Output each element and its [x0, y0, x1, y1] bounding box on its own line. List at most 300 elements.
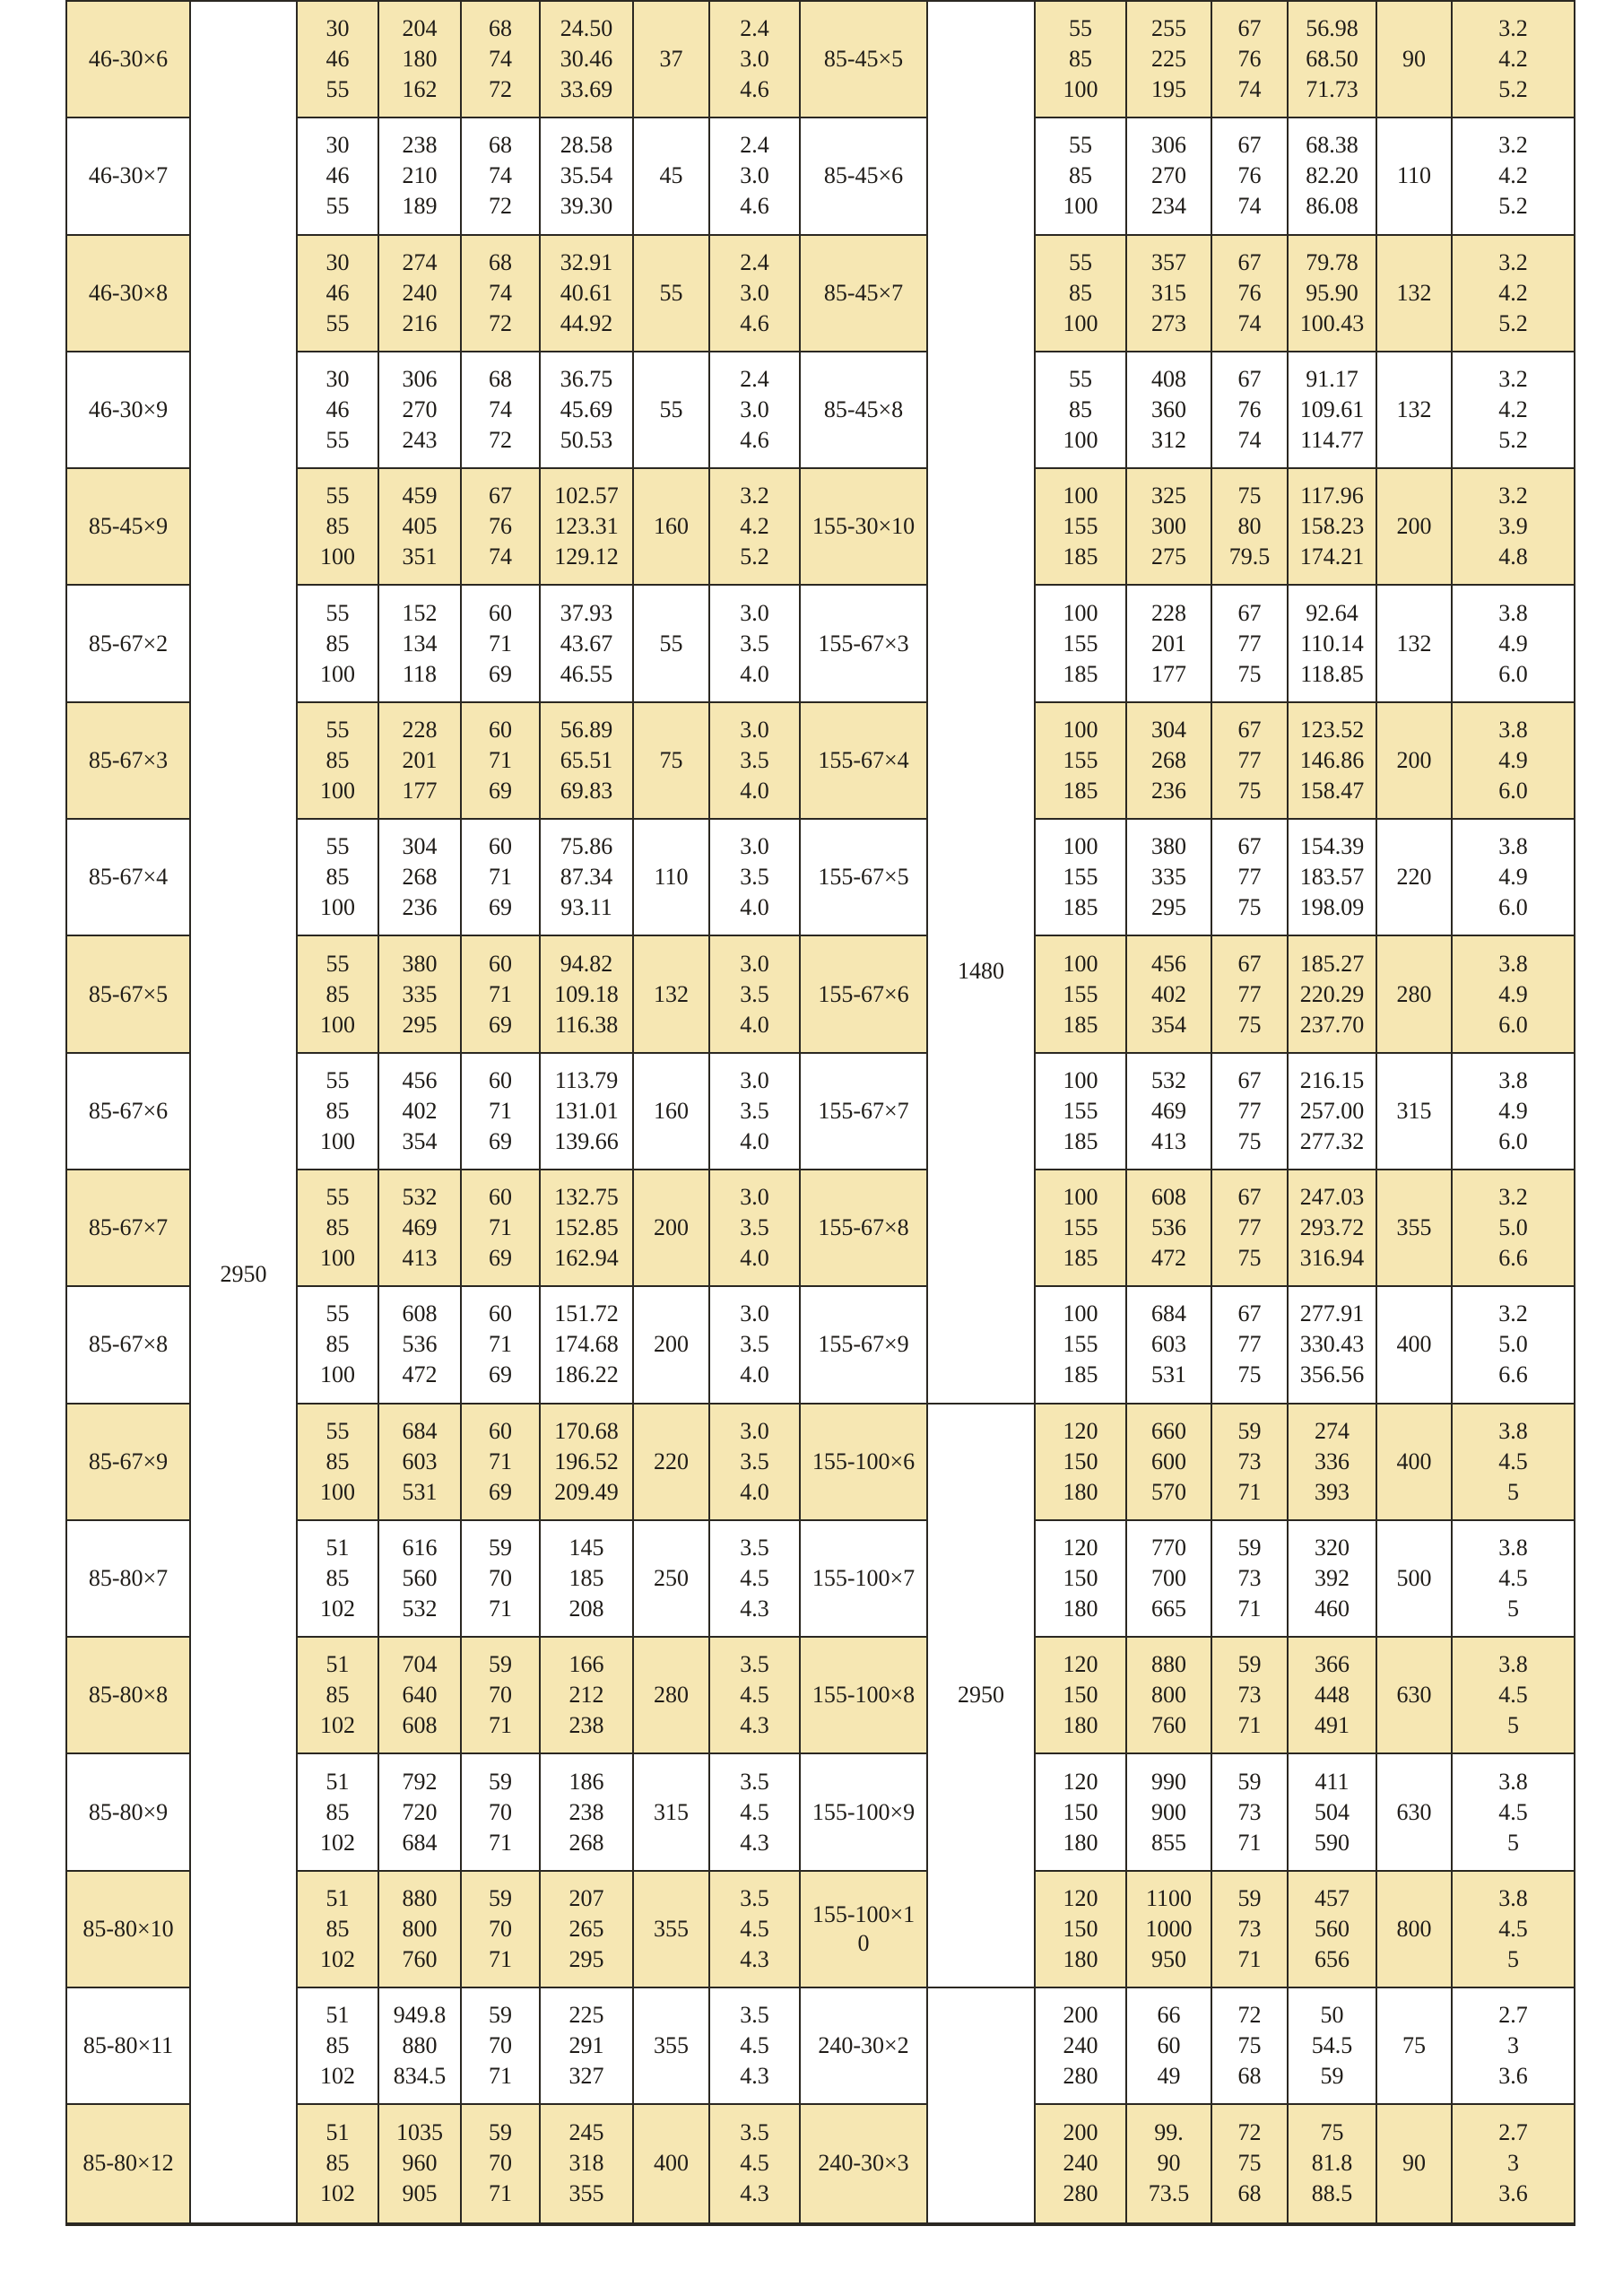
value-line: 210 — [402, 162, 438, 189]
efficiency-cell — [462, 469, 541, 586]
motor-power-cell — [1377, 1170, 1453, 1287]
value-line: 70 — [489, 2032, 512, 2059]
value-line: 150 — [1063, 1565, 1098, 1591]
value-line: 85 — [325, 864, 350, 891]
value-line: 4.3 — [740, 1945, 769, 1972]
value-line: 200 — [654, 1331, 689, 1358]
value-line: 280 — [1396, 980, 1432, 1007]
value-line: 102 — [320, 1945, 355, 1972]
head-cell — [379, 2, 462, 118]
value-line: 155 — [1063, 1331, 1098, 1358]
value-line: 4.6 — [740, 193, 769, 220]
head-cell — [379, 118, 462, 235]
power-cell — [1289, 1521, 1377, 1638]
value-line: 185 — [1063, 1245, 1098, 1272]
value-line: 6.0 — [1498, 894, 1528, 921]
value-line: 351 — [402, 544, 438, 570]
value-line: 71 — [489, 864, 512, 891]
value-line: 704 — [402, 1651, 438, 1678]
npsh-cell — [1453, 703, 1574, 820]
value-line: 392 — [1315, 1565, 1350, 1591]
power-cell — [1289, 820, 1377, 936]
value-line: 74 — [1237, 427, 1262, 454]
value-line: 185 — [1063, 1127, 1098, 1154]
value-line: 36.75 — [560, 366, 613, 393]
value-line: 59 — [489, 1651, 512, 1678]
power-cell — [1289, 1988, 1377, 2105]
value-line: 155 — [1063, 746, 1098, 773]
flow-cell — [298, 936, 379, 1053]
value-line: 100 — [1063, 483, 1098, 509]
value-line: 55 — [1069, 15, 1092, 42]
value-line: 280 — [1063, 2180, 1098, 2207]
value-line: 472 — [402, 1361, 438, 1388]
value-line: 3.5 — [740, 1214, 769, 1241]
model-cell — [801, 2, 928, 118]
value-line: 71 — [1237, 1596, 1262, 1622]
value-line: 228 — [402, 716, 438, 743]
value-line: 55 — [659, 396, 683, 423]
model-label: 85-80×9 — [88, 1798, 169, 1825]
value-line: 3.8 — [1498, 599, 1528, 626]
model-cell — [67, 1988, 191, 2105]
motor-power-cell — [634, 118, 710, 235]
value-line: 68.50 — [1306, 46, 1358, 73]
model-label: 155-100×7 — [812, 1565, 916, 1591]
value-line: 71 — [1237, 1478, 1262, 1505]
value-line: 603 — [402, 1448, 438, 1474]
value-line: 55 — [325, 309, 350, 336]
value-line: 139.66 — [554, 1127, 619, 1154]
value-line: 4.2 — [1498, 46, 1528, 73]
value-line: 3.5 — [740, 1331, 769, 1358]
motor-power-cell — [1377, 469, 1453, 586]
value-line: 170.68 — [554, 1417, 619, 1444]
value-line: 4.3 — [740, 1712, 769, 1739]
value-line: 102 — [320, 1596, 355, 1622]
value-line: 46 — [325, 46, 350, 73]
efficiency-cell — [462, 1287, 541, 1404]
value-line: 118.85 — [1300, 660, 1364, 687]
power-cell — [541, 118, 634, 235]
efficiency-cell — [462, 820, 541, 936]
motor-power-cell — [634, 1405, 710, 1521]
efficiency-cell — [1212, 2105, 1289, 2222]
value-line: 85 — [325, 630, 350, 657]
value-line: 70 — [489, 2150, 512, 2177]
efficiency-cell — [1212, 586, 1289, 702]
value-line: 3.2 — [1498, 1184, 1528, 1211]
value-line: 39.30 — [560, 193, 613, 220]
value-line: 81.8 — [1311, 2150, 1353, 2177]
power-cell — [541, 2105, 634, 2222]
value-line: 102 — [320, 2180, 355, 2207]
value-line: 3.2 — [740, 483, 769, 509]
speed-cell — [928, 2, 1036, 1405]
value-line: 90 — [1157, 2150, 1181, 2177]
value-line: 4.9 — [1498, 864, 1528, 891]
value-line: 75 — [1237, 777, 1262, 804]
value-line: 2.4 — [740, 366, 769, 393]
model-label: 85-80×10 — [82, 1915, 174, 1942]
value-line: 30 — [325, 15, 350, 42]
head-cell — [379, 586, 462, 702]
model-cell — [67, 2, 191, 118]
npsh-cell — [710, 1988, 801, 2105]
flow-cell — [1036, 1638, 1127, 1754]
value-line: 76 — [1237, 279, 1262, 306]
flow-cell — [1036, 1872, 1127, 1988]
model-cell — [67, 1521, 191, 1638]
value-line: 73 — [1237, 1682, 1262, 1709]
value-line: 196.52 — [554, 1448, 619, 1474]
value-line: 600 — [1151, 1448, 1186, 1474]
value-line: 400 — [1396, 1331, 1432, 1358]
value-line: 100 — [1063, 1184, 1098, 1211]
value-line: 60 — [489, 1066, 512, 1093]
value-line: 660 — [1151, 1417, 1186, 1444]
npsh-cell — [1453, 352, 1574, 469]
value-line: 183.57 — [1299, 864, 1365, 891]
value-line: 69.83 — [560, 777, 613, 804]
value-line: 72 — [1237, 2119, 1262, 2146]
value-line: 336 — [1315, 1448, 1350, 1474]
power-cell — [541, 1872, 634, 1988]
value-line: 76 — [1237, 46, 1262, 73]
value-line: 5 — [1507, 1596, 1519, 1622]
value-line: 4.0 — [740, 660, 769, 687]
value-line: 60 — [489, 716, 512, 743]
efficiency-cell — [1212, 469, 1289, 586]
npsh-cell — [710, 2105, 801, 2222]
value-line: 45.69 — [560, 396, 613, 423]
model-label: 155-100×8 — [812, 1682, 916, 1709]
value-line: 75 — [1237, 483, 1262, 509]
head-cell — [1127, 1405, 1212, 1521]
value-line: 67 — [1237, 1184, 1262, 1211]
head-cell — [1127, 2, 1212, 118]
value-line: 216.15 — [1299, 1066, 1365, 1093]
power-cell — [1289, 1754, 1377, 1871]
value-line: 3.5 — [740, 980, 769, 1007]
value-line: 85 — [325, 980, 350, 1007]
value-line: 60 — [489, 1184, 512, 1211]
efficiency-cell — [462, 2105, 541, 2222]
value-line: 4.5 — [1498, 1798, 1528, 1825]
value-line: 1035 — [396, 2119, 443, 2146]
value-line: 6.6 — [1498, 1361, 1528, 1388]
value-line: 1100 — [1145, 1884, 1193, 1911]
value-line: 77 — [1237, 864, 1262, 891]
model-label: 46-30×8 — [88, 279, 169, 306]
flow-cell — [1036, 2, 1127, 118]
efficiency-cell — [462, 1170, 541, 1287]
value-line: 4.0 — [740, 1011, 769, 1038]
value-line: 200 — [1063, 2119, 1098, 2146]
value-line: 180 — [1063, 1596, 1098, 1622]
model-label: 46-30×9 — [88, 396, 169, 423]
value-line: 204 — [402, 15, 438, 42]
model-cell — [801, 118, 928, 235]
value-line: 4.3 — [740, 2180, 769, 2207]
npsh-cell — [710, 1754, 801, 1871]
value-line: 73 — [1237, 1915, 1262, 1942]
value-line: 275 — [1151, 544, 1186, 570]
value-line: 55 — [325, 1300, 350, 1327]
value-line: 402 — [402, 1097, 438, 1124]
value-line: 630 — [1396, 1798, 1432, 1825]
value-line: 4.6 — [740, 76, 769, 103]
flow-cell — [1036, 236, 1127, 352]
value-line: 72 — [489, 193, 512, 220]
value-line: 265 — [568, 1915, 604, 1942]
npsh-cell — [710, 936, 801, 1053]
value-line: 74 — [489, 396, 512, 423]
value-line: 76 — [1237, 396, 1262, 423]
head-cell — [1127, 1754, 1212, 1871]
model-cell — [67, 820, 191, 936]
value-line: 413 — [402, 1245, 438, 1272]
value-line: 116.38 — [554, 1011, 619, 1038]
model-cell — [67, 1405, 191, 1521]
value-line: 117.96 — [1300, 483, 1364, 509]
value-line: 67 — [1237, 132, 1262, 159]
value-line: 71 — [489, 1712, 512, 1739]
value-line: 3.0 — [740, 833, 769, 860]
value-line: 280 — [654, 1682, 689, 1709]
value-line: 155 — [1063, 630, 1098, 657]
value-line: 208 — [568, 1596, 604, 1622]
value-line: 60 — [489, 1417, 512, 1444]
power-cell — [1289, 1287, 1377, 1404]
power-cell — [1289, 936, 1377, 1053]
value-line: 209.49 — [554, 1478, 619, 1505]
value-line: 46.55 — [560, 660, 613, 687]
motor-power-cell — [634, 586, 710, 702]
value-line: 59 — [489, 1768, 512, 1795]
value-line: 5.0 — [1498, 1214, 1528, 1241]
value-line: 4.5 — [1498, 1682, 1528, 1709]
value-line: 71 — [489, 980, 512, 1007]
power-cell — [541, 236, 634, 352]
value-line: 656 — [1315, 1945, 1350, 1972]
value-line: 59 — [489, 1535, 512, 1561]
value-line: 69 — [489, 1245, 512, 1272]
value-line: 207 — [568, 1884, 604, 1911]
value-line: 56.98 — [1306, 15, 1358, 42]
motor-power-cell — [1377, 703, 1453, 820]
model-cell — [801, 703, 928, 820]
motor-power-cell — [1377, 1638, 1453, 1754]
value-line: 77 — [1237, 746, 1262, 773]
flow-cell — [298, 2105, 379, 2222]
value-line: 67 — [1237, 716, 1262, 743]
flow-cell — [298, 1754, 379, 1871]
value-line: 236 — [1151, 777, 1186, 804]
motor-power-cell — [1377, 586, 1453, 702]
value-line: 354 — [1151, 1011, 1186, 1038]
npsh-cell — [1453, 1287, 1574, 1404]
value-line: 85 — [1069, 162, 1092, 189]
head-cell — [379, 820, 462, 936]
npsh-cell — [710, 703, 801, 820]
value-line: 3.5 — [740, 1535, 769, 1561]
value-line: 268 — [568, 1829, 604, 1856]
value-line: 174.21 — [1299, 544, 1365, 570]
value-line: 45 — [659, 162, 683, 189]
head-cell — [1127, 1170, 1212, 1287]
value-line: 472 — [1151, 1245, 1186, 1272]
value-line: 131.01 — [554, 1097, 619, 1124]
motor-power-cell — [634, 1988, 710, 2105]
value-line: 85 — [325, 1915, 350, 1942]
value-line: 448 — [1315, 1682, 1350, 1709]
value-line: 72 — [489, 309, 512, 336]
value-line: 100 — [1063, 76, 1098, 103]
value-line: 3.0 — [740, 1300, 769, 1327]
motor-power-cell — [1377, 1754, 1453, 1871]
motor-power-cell — [1377, 1054, 1453, 1170]
value-line: 185.27 — [1299, 950, 1365, 977]
value-line: 3.0 — [740, 1184, 769, 1211]
power-cell — [1289, 586, 1377, 702]
efficiency-cell — [462, 1754, 541, 1871]
value-line: 75 — [1320, 2119, 1344, 2146]
power-cell — [541, 586, 634, 702]
npsh-cell — [710, 1638, 801, 1754]
flow-cell — [298, 1170, 379, 1287]
npsh-cell — [710, 118, 801, 235]
value-line: 3.9 — [1498, 513, 1528, 540]
value-line: 90 — [1402, 2150, 1426, 2177]
value-line: 55 — [325, 1066, 350, 1093]
value-line: 700 — [1151, 1565, 1186, 1591]
value-line: 3.8 — [1498, 1651, 1528, 1678]
flow-cell — [298, 586, 379, 702]
value-line: 5.2 — [1498, 76, 1528, 103]
value-line: 32.91 — [560, 248, 613, 275]
value-line: 355 — [654, 1915, 689, 1942]
value-line: 2.7 — [1498, 2002, 1528, 2029]
model-label: 155-67×3 — [818, 630, 909, 657]
value-line: 100 — [1063, 833, 1098, 860]
value-line: 55 — [325, 950, 350, 977]
value-line: 532 — [402, 1596, 438, 1622]
value-line: 180 — [1063, 1712, 1098, 1739]
value-line: 110.14 — [1300, 630, 1364, 657]
model-cell — [67, 118, 191, 235]
value-line: 357 — [1151, 248, 1186, 275]
value-line: 293.72 — [1299, 1214, 1365, 1241]
model-label: 85-67×9 — [88, 1448, 169, 1474]
model-cell — [801, 2105, 928, 2222]
speed-cell — [928, 1988, 1036, 2222]
value-line: 616 — [402, 1535, 438, 1561]
value-line: 469 — [402, 1214, 438, 1241]
value-line: 608 — [1151, 1184, 1186, 1211]
flow-cell — [1036, 1405, 1127, 1521]
value-line: 85 — [325, 1565, 350, 1591]
power-cell — [541, 820, 634, 936]
value-line: 75 — [1237, 1245, 1262, 1272]
value-line: 3.5 — [740, 2002, 769, 2029]
value-line: 274 — [1315, 1417, 1350, 1444]
value-line: 330.43 — [1299, 1331, 1365, 1358]
flow-cell — [1036, 469, 1127, 586]
model-label: 155-67×7 — [818, 1097, 909, 1124]
model-label: 155-30×10 — [812, 513, 916, 540]
model-label: 85-67×7 — [88, 1214, 169, 1241]
value-line: 71 — [489, 1596, 512, 1622]
value-line: 3.6 — [1498, 2063, 1528, 2090]
value-line: 155 — [1063, 864, 1098, 891]
npsh-cell — [1453, 1988, 1574, 2105]
speed-value: 1480 — [958, 957, 1004, 984]
model-label: 85-80×11 — [82, 2032, 174, 2059]
value-line: 155 — [1063, 1097, 1098, 1124]
npsh-cell — [1453, 2105, 1574, 2222]
power-cell — [541, 936, 634, 1053]
value-line: 100 — [1063, 950, 1098, 977]
value-line: 185 — [568, 1565, 604, 1591]
model-label: 85-67×2 — [88, 630, 169, 657]
model-cell — [801, 1988, 928, 2105]
value-line: 85 — [325, 1214, 350, 1241]
value-line: 3.5 — [740, 1884, 769, 1911]
value-line: 55 — [325, 1184, 350, 1211]
head-cell — [379, 1754, 462, 1871]
value-line: 5.0 — [1498, 1331, 1528, 1358]
value-line: 315 — [1151, 279, 1186, 306]
flow-cell — [298, 1054, 379, 1170]
value-line: 55 — [325, 599, 350, 626]
value-line: 3.0 — [740, 46, 769, 73]
flow-cell — [1036, 586, 1127, 702]
efficiency-cell — [462, 1988, 541, 2105]
model-label: 46-30×7 — [88, 162, 169, 189]
model-cell — [801, 1872, 928, 1988]
value-line: 4.5 — [1498, 1448, 1528, 1474]
value-line: 55 — [325, 1417, 350, 1444]
power-cell — [541, 1287, 634, 1404]
value-line: 3.0 — [740, 716, 769, 743]
model-cell — [801, 236, 928, 352]
efficiency-cell — [1212, 703, 1289, 820]
value-line: 180 — [1063, 1829, 1098, 1856]
flow-cell — [298, 1872, 379, 1988]
flow-cell — [298, 1405, 379, 1521]
npsh-cell — [1453, 1405, 1574, 1521]
model-cell — [801, 1054, 928, 1170]
value-line: 270 — [1151, 162, 1186, 189]
value-line: 3.5 — [740, 1768, 769, 1795]
motor-power-cell — [1377, 1872, 1453, 1988]
value-line: 408 — [1151, 366, 1186, 393]
value-line: 950 — [1151, 1945, 1186, 1972]
value-line: 71 — [489, 2180, 512, 2207]
value-line: 70 — [489, 1915, 512, 1942]
value-line: 51 — [325, 2002, 350, 2029]
value-line: 85 — [325, 1682, 350, 1709]
value-line: 100 — [320, 1127, 355, 1154]
value-line: 4.6 — [740, 427, 769, 454]
value-line: 630 — [1396, 1682, 1432, 1709]
efficiency-cell — [1212, 1988, 1289, 2105]
npsh-cell — [1453, 586, 1574, 702]
npsh-cell — [1453, 118, 1574, 235]
model-label: 85-80×8 — [88, 1682, 169, 1709]
power-cell — [1289, 2, 1377, 118]
